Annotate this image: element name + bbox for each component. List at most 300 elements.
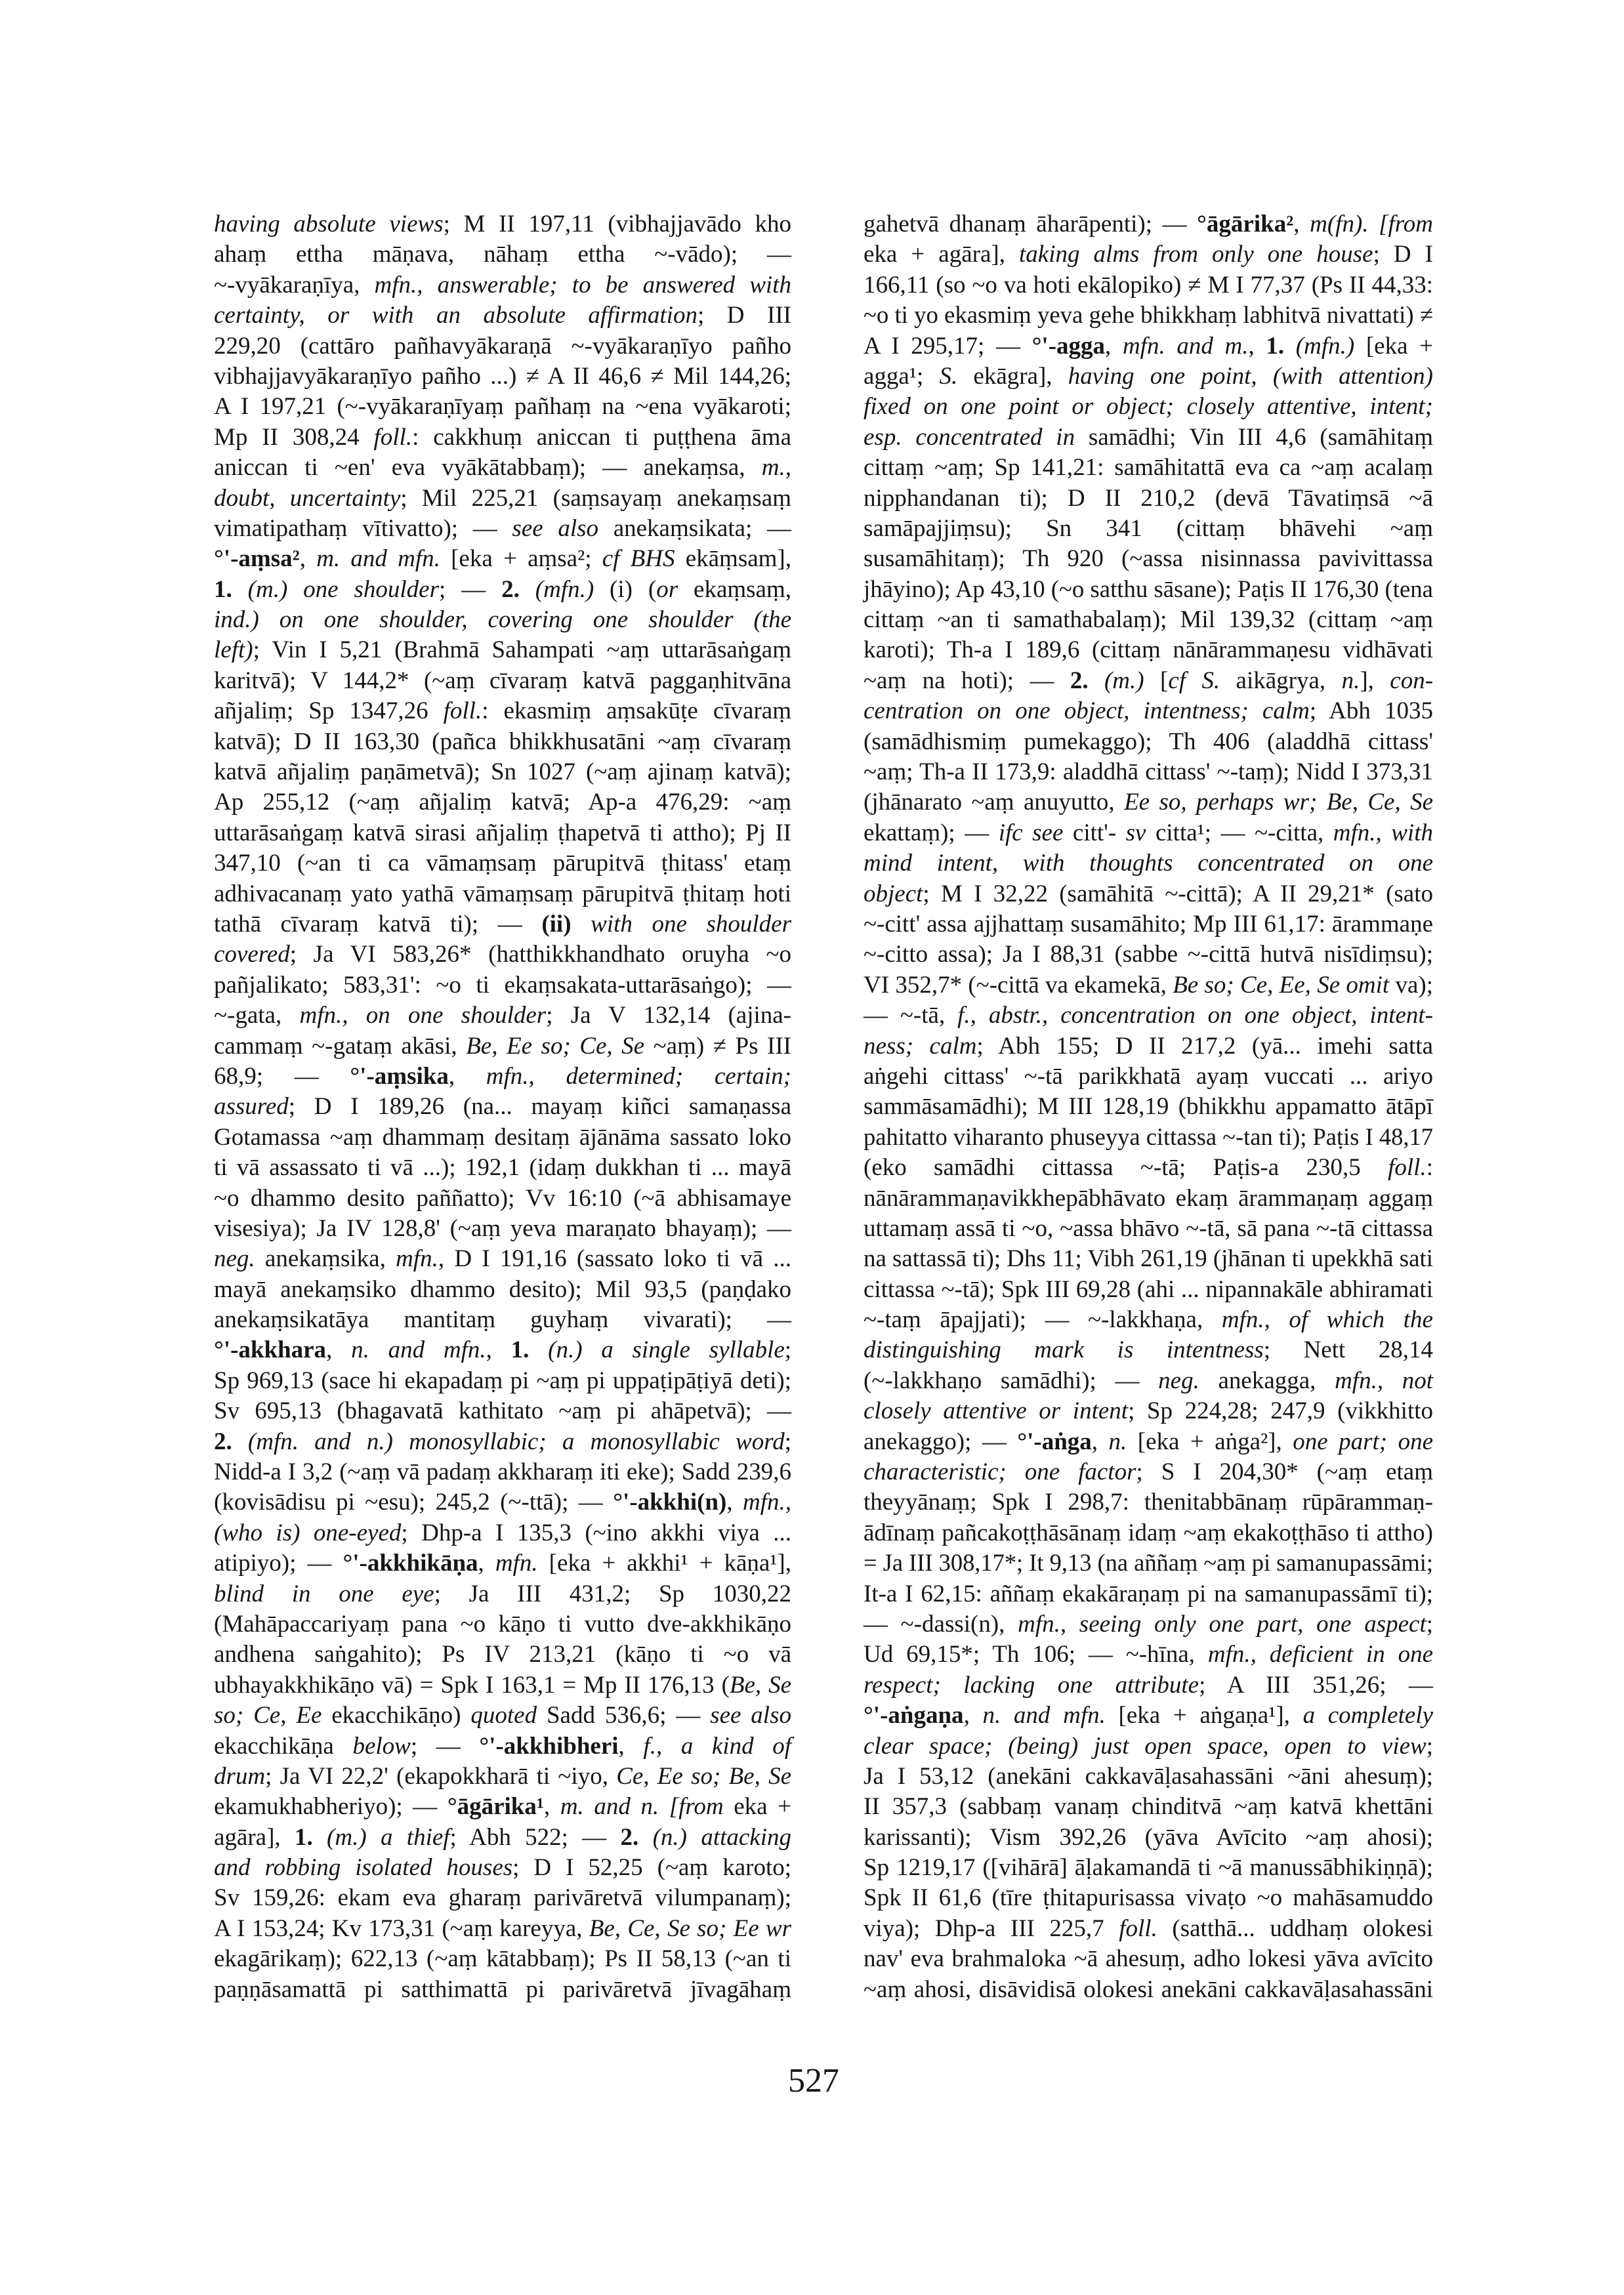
italic-text: below (352, 1732, 411, 1760)
roman-text: (samādhismiṃ pumekaggo); Th 406 (aladdhā cittass' (864, 728, 1433, 755)
dictionary-line (864, 1487, 1433, 1518)
roman-text: ekagārikaṃ); 622,13 (~aṃ kātabbaṃ); Ps II 58,13 (~an ti (214, 1945, 791, 1973)
roman-text: anekagga, (1199, 1367, 1335, 1394)
roman-text: karitvā); V 144,2* (~aṃ cīvaraṃ katvā paggaṇhitvāna (214, 667, 791, 694)
roman-text: ; (784, 1428, 791, 1455)
dictionary-line (214, 1548, 791, 1579)
roman-text: , D I 191,16 (sassato loko ti vā ... (438, 1245, 791, 1273)
line-text (214, 879, 791, 909)
line-text (864, 1305, 1433, 1335)
italic-text: neg. (1158, 1367, 1199, 1394)
roman-text: andhena saṅgahito); Ps IV 213,21 (kāṇo ti ~o vā (214, 1641, 791, 1668)
roman-text: nānārammaṇavikkhepābhāvato ekaṃ ārammaṇaṃ aggaṃ (864, 1184, 1433, 1212)
line-text (214, 239, 791, 270)
roman-text: viya); Dhp-a III 225,7 (864, 1914, 1119, 1942)
roman-text: ; D I 189,26 (na... mayaṃ kiñci samaṇassa (288, 1093, 791, 1121)
roman-text: ~aṃ) ≠ Ps III (644, 1032, 791, 1060)
dictionary-line (864, 1275, 1433, 1305)
line-text (214, 1731, 791, 1762)
dictionary-line (864, 1670, 1433, 1701)
roman-text (638, 1824, 652, 1851)
roman-text: samāpajjiṃsu); Sn 341 (cittaṃ bhāvehi ~aṃ (864, 514, 1433, 542)
line-text (864, 970, 1433, 1001)
line-text (214, 1548, 791, 1579)
headword-text: 1. (510, 1336, 530, 1364)
roman-text: adhivacanaṃ yato yathā vāmaṃsaṃ pārupitvā ṭhitaṃ hoti (214, 880, 791, 907)
roman-text: Sp 1219,17 ([vihārā] āḷakamandā ti ~ā manussābhikiṇṇā); (864, 1854, 1433, 1882)
italic-text: taking alms from only one house (1019, 241, 1373, 268)
dictionary-line (214, 1366, 791, 1396)
roman-text: aṅgehi cittass' ~-tā parikkhatā ayaṃ vuccati ... ariyo (864, 1062, 1433, 1090)
roman-text: ~aṃ ahosi, disāvidisā olokesi anekāni cakkavāḷasahassāni (864, 1975, 1433, 2003)
dictionary-line (214, 239, 791, 270)
roman-text: — ~-dassi(n), (864, 1610, 1018, 1638)
dictionary-line (864, 1335, 1433, 1365)
roman-text: cittaṃ ~an ti samathabalaṃ); Mil 139,32 (cittaṃ ~aṃ (864, 606, 1433, 634)
italic-text: neg. (214, 1245, 255, 1273)
line-text (864, 423, 1433, 453)
line-text (214, 940, 791, 970)
roman-text: karissanti); Vism 392,26 (yāva Avīcito ~aṃ ahosi); (864, 1823, 1433, 1851)
roman-text: ; Ja V 132,14 (ajina- (546, 1002, 791, 1029)
line-text (864, 1366, 1433, 1396)
line-text (864, 666, 1433, 696)
headword-text: 2. (620, 1823, 639, 1851)
headword-text: 1. (1266, 332, 1285, 360)
roman-text: Sv 159,26: ekam eva gharaṃ parivāretvā vilumpanaṃ); (214, 1884, 791, 1912)
dictionary-line (214, 1883, 791, 1913)
dictionary-line (864, 544, 1433, 574)
line-text (864, 1275, 1433, 1305)
italic-text: m., (761, 454, 791, 482)
italic-text: clear space; (being) just open space, open to view (864, 1732, 1426, 1760)
italic-text: mfn. (495, 1550, 538, 1577)
dictionary-line (864, 818, 1433, 848)
roman-text: Sadd 536,6; — (537, 1702, 711, 1729)
roman-text: visesiya); Ja IV 128,8' (~aṃ yeva maraṇato bhayaṃ); — (214, 1214, 791, 1242)
dictionary-line (864, 1823, 1433, 1853)
dictionary-line (864, 635, 1433, 665)
roman-text: , (326, 1336, 352, 1364)
roman-text: : (1426, 1154, 1433, 1182)
roman-text: ; Vin I 5,21 (Brahmā Sahampati ~aṃ uttarāsaṅgaṃ (253, 636, 791, 664)
headword-text: °'-agga (1031, 332, 1106, 360)
dictionary-line (214, 1275, 791, 1305)
dictionary-line (214, 209, 791, 239)
dictionary-line (864, 940, 1433, 970)
line-text (214, 635, 791, 665)
line-text (214, 575, 791, 605)
line-text (864, 1092, 1433, 1122)
italic-text: mfn., (743, 1489, 791, 1516)
headword-text: °'-aṃsika (350, 1062, 449, 1090)
roman-text: uttamaṃ assā ti ~o, ~assa bhāvo ~-tā, sā pana ~-tā cittassa (864, 1214, 1433, 1242)
line-text (864, 514, 1433, 544)
italic-text: ness; calm (864, 1032, 977, 1060)
dictionary-line (214, 1487, 791, 1518)
roman-text: ; M II 197,11 (vibhajjavādo kho (443, 211, 791, 238)
dictionary-line (214, 848, 791, 879)
line-text (214, 1427, 791, 1457)
italic-text: quoted (470, 1702, 537, 1729)
italic-text: esp. concentrated in (864, 423, 1075, 451)
italic-text: Be so; Ce, Ee, Se omit (1173, 971, 1390, 999)
line-text (864, 1914, 1433, 1944)
dictionary-line (864, 666, 1433, 696)
dictionary-line (864, 270, 1433, 300)
line-text (214, 605, 791, 635)
line-text (214, 727, 791, 757)
roman-text: ], (1360, 667, 1390, 694)
italic-text: (m.) a thief (327, 1823, 450, 1851)
roman-text: ; Abh 522; — (449, 1823, 621, 1851)
roman-text: nipphandanan ti); D II 210,2 (devā Tāvatiṃsā ~ā (864, 484, 1433, 512)
line-text (214, 757, 791, 787)
italic-text: cf S. (1168, 667, 1220, 694)
dictionary-line (864, 1031, 1433, 1062)
line-text (214, 1975, 791, 2005)
line-text (214, 1153, 791, 1183)
italic-text: n. and mfn. (351, 1336, 486, 1364)
left-column (214, 209, 791, 2005)
roman-text: ~-gata, (214, 1002, 300, 1029)
italic-text: mfn. and m. (1122, 332, 1249, 360)
roman-text: ~-citt' assa ajjhattaṃ susamāhito; Mp III 61,17: ārammaṇe (864, 910, 1433, 938)
roman-text: ekacchikāṇo) (322, 1702, 471, 1729)
line-text (214, 696, 791, 726)
dictionary-line (864, 1944, 1433, 1974)
roman-text: ; Abh 1035 (1309, 697, 1433, 725)
dictionary-line (214, 1123, 791, 1153)
roman-text: karoti); Th-a I 189,6 (cittaṃ nānārammaṇesu vidhāvati (864, 636, 1433, 664)
roman-text: A I 197,21 (~-vyākaraṇīyaṃ pañhaṃ na ~ena vyākaroti; (214, 393, 791, 421)
roman-text: , (543, 1793, 560, 1821)
dictionary-line (864, 1762, 1433, 1792)
roman-text: anekaṃsikatāya mantitaṃ guyhaṃ vivarati); — (214, 1306, 791, 1334)
italic-text: or (656, 575, 678, 603)
headword-text: 2. (214, 1428, 232, 1455)
line-text (864, 757, 1433, 787)
italic-text: foll. (373, 423, 413, 451)
roman-text: A I 153,24; Kv 173,31 (~aṃ kareyya, (214, 1914, 589, 1942)
roman-text: tathā cīvaraṃ katvā ti); — (214, 910, 542, 938)
roman-text: ti vā assassato ti vā ...); 192,1 (idaṃ dukkhan ti ... mayā (214, 1154, 791, 1182)
dictionary-line (214, 970, 791, 1001)
roman-text: katvā); D II 163,30 (pañca bhikkhusatāni ~aṃ cīvaraṃ (214, 728, 791, 755)
italic-text: blind in one eye (214, 1580, 434, 1607)
roman-text: II 357,3 (sabbaṃ vanaṃ chinditvā ~aṃ katvā khettāni (864, 1793, 1433, 1821)
dictionary-line (864, 1518, 1433, 1548)
line-text (864, 727, 1433, 757)
roman-text: (jhānarato ~aṃ anuyutto, (864, 789, 1125, 816)
roman-text: ~-vyākaraṇīya, (214, 271, 375, 299)
line-text (864, 300, 1433, 331)
dictionary-line (864, 392, 1433, 422)
line-text (214, 1305, 791, 1335)
dictionary-line (864, 1214, 1433, 1244)
dictionary-line (214, 1762, 791, 1792)
dictionary-line (864, 605, 1433, 635)
line-text (214, 1670, 791, 1701)
italic-text: foll. (1119, 1914, 1157, 1942)
roman-text: ; — (439, 575, 502, 603)
roman-text: samādhi; Vin III 4,6 (samāhitaṃ (1075, 423, 1434, 451)
line-text (214, 1244, 791, 1274)
dictionary-line (864, 300, 1433, 331)
roman-text: , (448, 1062, 486, 1090)
dictionary-line (864, 423, 1433, 453)
roman-text: ~o ti yo ekasmiṃ yeva gehe bhikkhaṃ labhitvā nivattati) ≠ (864, 302, 1433, 329)
dictionary-line (214, 696, 791, 726)
roman-text: ; M I 32,22 (samāhitā ~-cittā); A II 29,21* (sato (923, 880, 1433, 907)
line-text (864, 1487, 1433, 1518)
line-text (864, 1518, 1433, 1548)
italic-text: certainty, or with an absolute affirmation (214, 302, 697, 329)
italic-text: m(fn). [from (1310, 211, 1434, 238)
dictionary-line (214, 514, 791, 544)
italic-text: mfn., of which the (1221, 1306, 1433, 1334)
dictionary-line (864, 1579, 1433, 1609)
roman-text: na sattassā ti); Dhs 11; Vibh 261,19 (jhānan ti upekkhā sati (864, 1245, 1433, 1273)
roman-text: ; — (410, 1732, 480, 1760)
line-text (864, 848, 1433, 879)
roman-text: , (726, 1489, 743, 1516)
roman-text: theyyānaṃ; Spk I 298,7: thenitabbānaṃ rūpārammaṇ- (864, 1489, 1433, 1516)
italic-text: characteristic; one factor (864, 1458, 1136, 1486)
headword-text: °'-akkhibheri (479, 1732, 619, 1760)
roman-text: ; Mil 225,21 (saṃsayaṃ anekaṃsaṃ (400, 484, 791, 512)
roman-text: susamāhitaṃ); Th 920 (~assa nisinnassa pavivittassa (864, 545, 1433, 573)
roman-text: ; Ja VI 583,26* (hatthikkhandhato oruyha ~o (289, 941, 791, 968)
italic-text: n. (1108, 1428, 1127, 1455)
line-text (214, 331, 791, 362)
dictionary-line (214, 909, 791, 940)
italic-text: having one point, (with attention) (1068, 362, 1433, 390)
dictionary-line (864, 787, 1433, 817)
dictionary-line (864, 575, 1433, 605)
roman-text: ekaṃsaṃ, (678, 575, 792, 603)
headword-text: 2. (1070, 667, 1089, 694)
italic-text: Be, Ce, Se so; Ee wr (589, 1914, 791, 1942)
roman-text: (Mahāpaccariyaṃ pana ~o kāṇo ti vutto dve-akkhikāṇo (214, 1610, 791, 1638)
roman-text (520, 576, 535, 603)
page-number: 527 (788, 2062, 839, 2099)
line-text (214, 1609, 791, 1640)
roman-text: vibhajjavyākaraṇīyo pañho ...) ≠ A II 46,6 ≠ Mil 144,26; (214, 362, 791, 390)
line-text (214, 818, 791, 848)
italic-text: sv (1125, 819, 1146, 846)
italic-text: f., abstr., concentration on one object, intent- (957, 1002, 1434, 1029)
dictionary-line (214, 1701, 791, 1731)
headword-text: 1. (294, 1823, 313, 1851)
roman-text: Nidd-a I 3,2 (~aṃ vā padaṃ akkharaṃ iti eke); Sadd 239,6 (214, 1458, 791, 1486)
roman-text: ; D III (697, 302, 791, 329)
italic-text: Ee so, perhaps wr; Be, Ce, Se (1124, 789, 1434, 816)
line-text (214, 1031, 791, 1062)
italic-text: and robbing isolated houses (214, 1854, 513, 1882)
roman-text: , (486, 1336, 511, 1364)
dictionary-line (864, 1883, 1433, 1913)
dictionary-line (864, 1123, 1433, 1153)
italic-text: respect; lacking one attribute (864, 1671, 1199, 1699)
dictionary-line (864, 331, 1433, 362)
roman-text: jhāyino); Ap 43,10 (~o satthu sāsane); Paṭis II 176,30 (tena (864, 575, 1433, 603)
roman-text: [ (1144, 667, 1169, 694)
roman-text: citta¹; — ~-citta, (1146, 819, 1333, 846)
line-text (214, 514, 791, 544)
roman-text (1089, 667, 1104, 694)
dictionary-line (864, 1701, 1433, 1731)
roman-text: — ~-tā, (864, 1002, 958, 1029)
roman-text: 229,20 (cattāro pañhavyākaraṇā ~-vyākaraṇīyo pañho (214, 332, 791, 360)
roman-text: pañjalikato; 583,31': ~o ti ekaṃsakata-uttarāsaṅgo); — (214, 971, 791, 999)
line-text (864, 909, 1433, 940)
dictionary-line (214, 787, 791, 817)
roman-text: paṇṇāsamattā pi satthimattā pi parivāretvā jīvagāhaṃ (214, 1975, 791, 2003)
line-text (864, 453, 1433, 483)
dictionary-line (864, 1366, 1433, 1396)
dictionary-line (214, 1184, 791, 1214)
line-text (864, 209, 1433, 239)
line-text (864, 787, 1433, 817)
dictionary-line (864, 1853, 1433, 1883)
line-text (214, 970, 791, 1001)
roman-text: aniccan ti ~en' eva vyākātabbaṃ); — anekaṃsa, (214, 454, 762, 482)
line-text (864, 1244, 1433, 1274)
line-text (864, 1609, 1433, 1640)
line-text (214, 1214, 791, 1244)
line-text (864, 1153, 1433, 1183)
italic-text: (mfn. and n.) monosyllabic; a monosyllabic word (247, 1428, 785, 1455)
dictionary-line (864, 909, 1433, 940)
dictionary-line (214, 362, 791, 392)
dictionary-line (214, 1062, 791, 1092)
dictionary-line (214, 1153, 791, 1183)
dictionary-line (214, 1914, 791, 1944)
roman-text: 347,10 (~an ti ca vāmaṃsaṃ pārupitvā ṭhitass' etaṃ (214, 850, 791, 877)
roman-text: Sv 695,13 (bhagavatā kathitato ~aṃ pi ahāpetvā); — (214, 1397, 791, 1425)
italic-text: ind.) on one shoulder, covering one shoulder (the (214, 606, 791, 634)
headword-text: °'-akkhi(n) (613, 1489, 727, 1516)
italic-text: mfn. (396, 1245, 438, 1273)
dictionary-line (214, 1853, 791, 1883)
headword-text: °'-akkhara (214, 1336, 327, 1364)
dictionary-line (864, 1609, 1433, 1640)
line-text (864, 362, 1433, 392)
dictionary-line (214, 1305, 791, 1335)
dictionary-line (214, 757, 791, 787)
italic-text: (m.) (1104, 667, 1144, 694)
dictionary-line (214, 1792, 791, 1822)
roman-text (313, 1824, 327, 1851)
dictionary-line (214, 1031, 791, 1062)
roman-text: ; (784, 1336, 792, 1364)
roman-text: (satthā... uddhaṃ olokesi (1157, 1914, 1433, 1942)
dictionary-line (214, 635, 791, 665)
line-text (864, 484, 1433, 514)
line-text (864, 1335, 1433, 1365)
italic-text: assured (214, 1093, 289, 1121)
dictionary-line (214, 300, 791, 331)
roman-text: [eka + aṃsa²; (440, 545, 602, 573)
headword-text: (ii) (541, 910, 572, 938)
dictionary-line (214, 1335, 791, 1365)
line-text (214, 1001, 791, 1031)
roman-text: ; Dhp-a I 135,3 (~ino akkhi viya ... (401, 1519, 792, 1546)
roman-text: eka + agāra], (864, 241, 1020, 268)
dictionary-line (214, 1092, 791, 1122)
line-text (864, 1214, 1433, 1244)
italic-text: see also (710, 1702, 791, 1729)
roman-text: Sp 969,13 (sace hi ekapadaṃ pi ~aṃ pi uppaṭipāṭiyā deti); (214, 1367, 791, 1394)
italic-text: mfn., seeing only one part, one aspect (1018, 1610, 1426, 1638)
italic-text: doubt, uncertainty (214, 484, 401, 512)
roman-text: ekattaṃ); — (864, 819, 999, 846)
italic-text: m. and mfn. (316, 545, 440, 573)
line-text (214, 1275, 791, 1305)
italic-text: one part; one (1293, 1428, 1434, 1455)
line-text (214, 666, 791, 696)
headword-text: 1. (214, 575, 232, 603)
line-text (214, 1853, 791, 1883)
roman-text: ; Sp 224,28; 247,9 (vikkhitto (1128, 1397, 1434, 1425)
dictionary-line (864, 1457, 1433, 1487)
dictionary-line (864, 1427, 1433, 1457)
line-text (864, 331, 1433, 362)
roman-text: ; Nett 28,14 (1263, 1336, 1434, 1364)
line-text (214, 909, 791, 940)
line-text (864, 1792, 1433, 1822)
dictionary-line (864, 727, 1433, 757)
italic-text: (n.) a single syllable (548, 1336, 785, 1364)
dictionary-line (864, 1396, 1433, 1426)
headword-text: °'-akkhikāṇa (343, 1550, 478, 1577)
dictionary-line (214, 331, 791, 362)
line-text (214, 209, 791, 239)
line-text (864, 940, 1433, 970)
dictionary-line (864, 514, 1433, 544)
roman-text: (~-lakkhaṇo samādhi); — (864, 1367, 1159, 1394)
italic-text: closely attentive or intent (864, 1397, 1129, 1425)
roman-text: aikāgrya, (1220, 667, 1342, 694)
dictionary-line (864, 1640, 1433, 1670)
line-text (864, 1823, 1433, 1853)
roman-text: ; A III 351,26; — (1199, 1671, 1433, 1699)
italic-text: mfn., with (1333, 819, 1433, 846)
dictionary-line (864, 1792, 1433, 1822)
italic-text: a completely (1302, 1702, 1434, 1729)
line-text (864, 1701, 1433, 1731)
line-text (864, 239, 1433, 270)
line-text (214, 270, 791, 300)
roman-text: ~aṃ; Th-a II 173,9: aladdhā cittass' ~-taṃ); Nidd I 373,31 (864, 758, 1433, 786)
roman-text: atipiyo); — (214, 1550, 343, 1577)
roman-text: 68,9; — (214, 1062, 350, 1090)
line-text (214, 1396, 791, 1426)
line-text (214, 1335, 791, 1365)
roman-text: ~-citto assa); Ja I 88,31 (sabbe ~-cittā hutvā nisīdiṃsu); (864, 941, 1433, 968)
dictionary-line (864, 1062, 1433, 1092)
dictionary-line (214, 879, 791, 909)
roman-text: ~-taṃ āpajjati); — ~-lakkhaṇa, (864, 1306, 1222, 1334)
roman-text: A I 295,17; — (864, 332, 1032, 360)
roman-text: uttarāsaṅgaṃ katvā sirasi añjaliṃ ṭhapetvā ti attho); Pj II (214, 819, 791, 846)
roman-text: ; Ja VI 22,2' (ekapokkharā ti ~iyo, (265, 1762, 617, 1790)
dictionary-line (864, 879, 1433, 909)
italic-text: distinguishing mark is intentness (864, 1336, 1264, 1364)
italic-text: centration on one object, intentness; calm (864, 697, 1310, 725)
line-text (214, 362, 791, 392)
